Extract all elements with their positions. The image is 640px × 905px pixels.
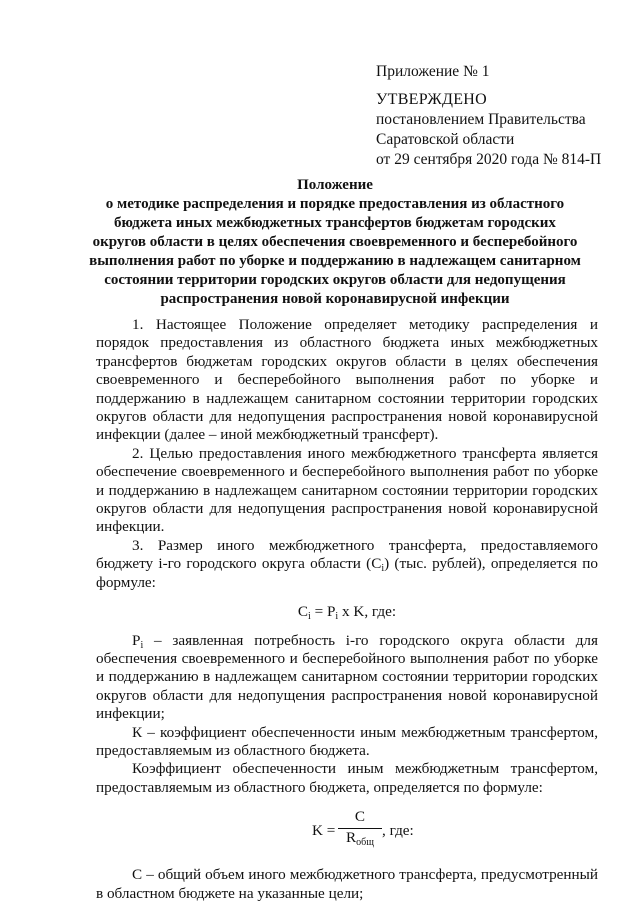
document-title bbox=[70, 176, 600, 309]
paragraph-2: 2. Целью предоставления иного межбюджетного трансферта является обеспечение своевременного и бесперебойного выполнения работ по уборке и поддержанию в надлежащем санитарном состоянии территории городских округов области для недопущения распространения новой коронавирусной инфекции. bbox=[96, 444, 598, 536]
approval-line-2: Саратовской области bbox=[376, 131, 515, 148]
formula-k-lhs: K = bbox=[312, 822, 336, 840]
document-body bbox=[96, 316, 598, 903]
formula-ci-sub-i: i bbox=[308, 611, 311, 623]
paragraph-3 bbox=[96, 537, 598, 592]
paragraph-1: 1. Настоящее Положение определяет методику распределения и порядок предоставления из областного бюджета иных межбюджетных трансфертов бюджетам городских округов области в целях обеспечения своевременного и бесперебойного выполнения работ по уборке и поддержанию в надлежащем санитарном состоянии территории городских округов области для недопущения распространения новой коронавирусной инфекции (далее – иной межбюджетный трансферт). bbox=[96, 316, 598, 444]
formula-ci-rest: x K, где: bbox=[338, 603, 397, 621]
pi-symbol: P bbox=[132, 631, 141, 649]
formula-k bbox=[96, 804, 598, 858]
pi-definition-text: – заявленная потребность i-го городского округа области для обеспечения своевременного и бесперебойного выполнения работ по уборке и поддержанию в надлежащем санитарном состоянии территории городских округов области для недопущения распространения новой коронавирусной инфекции; bbox=[96, 631, 598, 723]
pi-subscript: i bbox=[140, 639, 144, 651]
formula-ci-eq-p: = P bbox=[310, 603, 336, 621]
title-line-1: Положение bbox=[297, 177, 373, 193]
title-line-7: распространения новой коронавирусной инфекции bbox=[160, 291, 510, 307]
formula-k-fraction bbox=[338, 808, 382, 849]
formula-ci bbox=[96, 603, 598, 621]
title-line-3: бюджета иных межбюджетных трансфертов бюджетам городских bbox=[114, 215, 556, 231]
formula-k-den-r: R bbox=[346, 829, 357, 847]
approval-line-3: от 29 сентября 2020 года № 814-П bbox=[376, 151, 602, 168]
approved-label: УТВЕРЖДЕНО bbox=[376, 91, 488, 108]
paragraph-3-text-a: 3. Размер иного межбюджетного трансферта, предоставляемого бюджету i-го городского округа области (C bbox=[96, 536, 598, 573]
formula-k-numerator: C bbox=[354, 808, 366, 826]
paragraph-k-formula-intro: Коэффициент обеспеченности иным межбюджетным трансфертом, предоставляемым из областного бюджета, определяется по формуле: bbox=[96, 760, 598, 796]
paragraph-k-definition: К – коэффициент обеспеченности иным межбюджетным трансфертом, предоставляемым из областного бюджета. bbox=[96, 723, 598, 759]
title-line-6: состоянии территории городских округов области для недопущения bbox=[104, 272, 566, 288]
formula-k-denominator bbox=[338, 829, 382, 849]
formula-k-rest: , где: bbox=[382, 822, 414, 840]
title-line-2: о методике распределения и порядке предоставления из областного bbox=[105, 196, 565, 212]
appendix-label: Приложение № 1 bbox=[376, 63, 490, 80]
formula-ci-sub-pi: i bbox=[335, 611, 339, 623]
paragraph-pi-definition bbox=[96, 632, 598, 724]
title-line-4: округов области в целях обеспечения своевременного и бесперебойного bbox=[92, 234, 578, 250]
paragraph-3-subscript: i bbox=[381, 563, 385, 575]
approval-block bbox=[376, 62, 601, 170]
paragraph-3-text-b: ) (тыс. рублей), определяется по формуле: bbox=[96, 555, 598, 591]
formula-ci-c: C bbox=[297, 603, 309, 621]
formula-k-den-sub: общ bbox=[356, 837, 374, 849]
paragraph-c-definition: C – общий объем иного межбюджетного трансферта, предусмотренный в областном бюджете на указанные цели; bbox=[96, 866, 598, 902]
approval-line-1: постановлением Правительства bbox=[376, 111, 586, 128]
title-line-5: выполнения работ по уборке и поддержанию в надлежащем санитарном bbox=[89, 253, 581, 269]
